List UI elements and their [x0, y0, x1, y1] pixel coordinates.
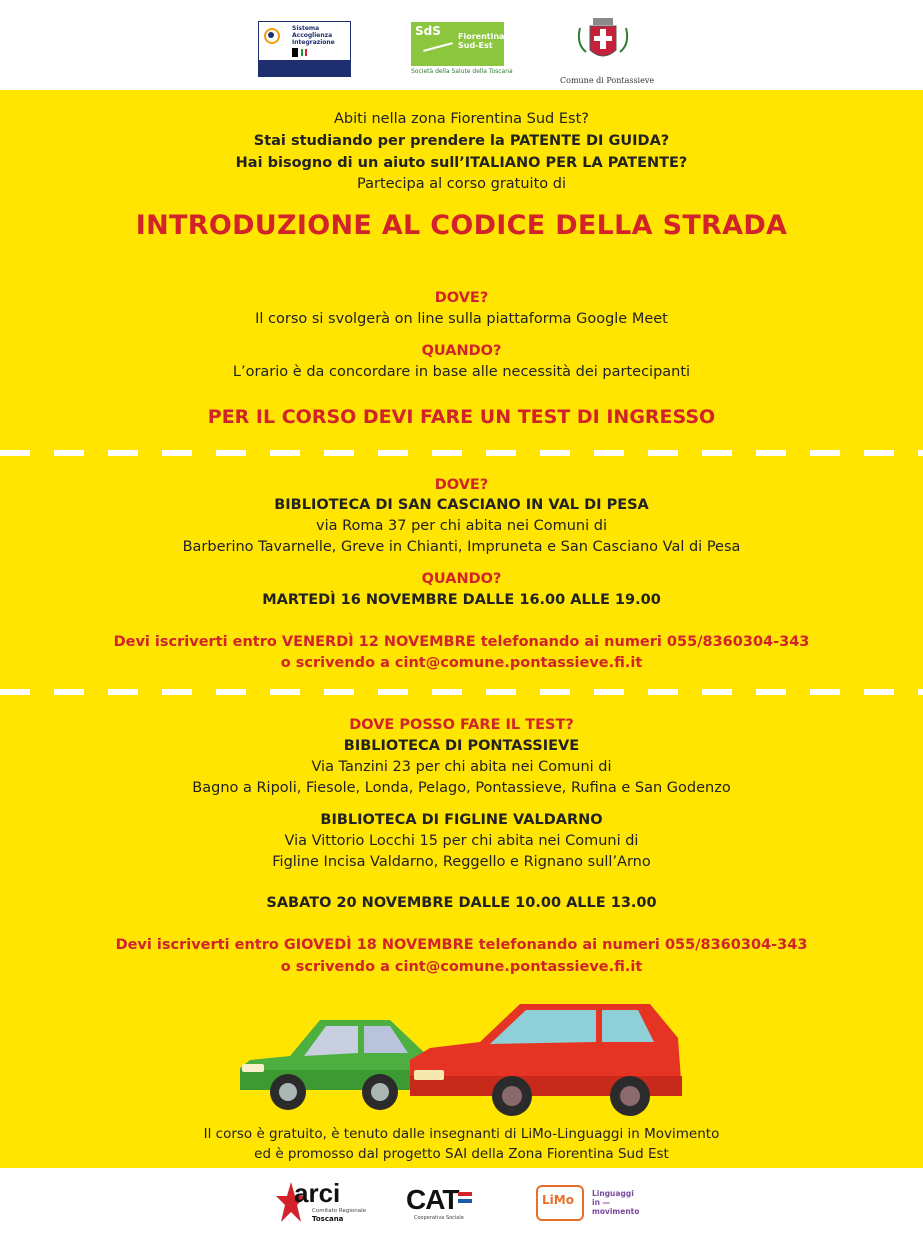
- test2-address-1: Via Tanzini 23 per chi abita nei Comuni di: [311, 759, 612, 775]
- test1-date: MARTEDÌ 16 NOVEMBRE DALLE 16.00 ALLE 19.00: [262, 592, 661, 608]
- intro-line-3: Hai bisogno di un aiuto sull’ITALIANO PER LA PATENTE?: [235, 155, 688, 171]
- test2-signup-line-2: o scrivendo a cint@comune.pontassieve.fi.it: [280, 959, 643, 975]
- test2-place-2: BIBLIOTECA DI FIGLINE VALDARNO: [320, 812, 603, 828]
- cars-illustration: [230, 998, 692, 1116]
- test1-dove-label: DOVE?: [434, 477, 489, 493]
- test2-signup-line-1: Devi iscriverti entro GIOVEDÌ 18 NOVEMBRE telefonando ai numeri 055/8360304-343: [115, 937, 808, 953]
- course-quando-label: QUANDO?: [421, 343, 502, 359]
- sds-logo: SdS Fiorentina Sud-Est Società della Salute della Toscana: [411, 24, 513, 75]
- test1-quando-label: QUANDO?: [421, 571, 502, 587]
- intro-line-1: Abiti nella zona Fiorentina Sud Est?: [334, 111, 589, 127]
- arci-logo: arci Comitato Regionale Toscana: [276, 1178, 362, 1228]
- comune-pontassieve-logo: Comune di Pontassieve: [560, 14, 646, 88]
- footer-note-line-2: ed è promosso dal progetto SAI della Zona Fiorentina Sud Est: [254, 1146, 669, 1162]
- green-car: [240, 1020, 435, 1110]
- course-dove-text: Il corso si svolgerà on line sulla piattaforma Google Meet: [255, 311, 668, 327]
- cat-logo: CAT Cooperativa Sociale: [406, 1184, 486, 1224]
- red-car: [410, 1004, 682, 1116]
- test2-place-1: BIBLIOTECA DI PONTASSIEVE: [343, 738, 580, 754]
- test1-address: via Roma 37 per chi abita nei Comuni di: [316, 518, 607, 534]
- intro-line-2: Stai studiando per prendere la PATENTE DI GUIDA?: [253, 133, 670, 149]
- test2-date: SABATO 20 NOVEMBRE DALLE 10.00 ALLE 13.00: [266, 895, 657, 911]
- test1-signup-line-1: Devi iscriverti entro VENERDÌ 12 NOVEMBRE telefonando ai numeri 055/8360304-343: [113, 634, 810, 650]
- road-divider: [0, 689, 923, 695]
- page-title: INTRODUZIONE AL CODICE DELLA STRADA: [135, 210, 788, 241]
- test2-comuni-2: Figline Incisa Valdarno, Reggello e Rignano sull’Arno: [272, 854, 651, 870]
- footer-note-line-1: Il corso è gratuito, è tenuto dalle insegnanti di LiMo-Linguaggi in Movimento: [203, 1126, 720, 1142]
- test1-signup-line-2: o scrivendo a cint@comune.pontassieve.fi.it: [280, 655, 643, 671]
- test1-place: BIBLIOTECA DI SAN CASCIANO IN VAL DI PESA: [274, 497, 649, 513]
- test-heading: PER IL CORSO DEVI FARE UN TEST DI INGRESSO: [207, 406, 716, 428]
- road-divider: [0, 450, 923, 456]
- test2-address-2: Via Vittorio Locchi 15 per chi abita nei Comuni di: [284, 833, 639, 849]
- intro-line-4: Partecipa al corso gratuito di: [357, 176, 566, 192]
- test2-dove-label: DOVE POSSO FARE IL TEST?: [349, 717, 574, 733]
- test2-comuni-1: Bagno a Ripoli, Fiesole, Londa, Pelago, Pontassieve, Rufina e San Godenzo: [192, 780, 731, 796]
- limo-logo: LiMo Linguaggi in — movimento: [536, 1183, 646, 1225]
- test1-comuni: Barberino Tavarnelle, Greve in Chianti, Impruneta e San Casciano Val di Pesa: [182, 539, 741, 555]
- sai-logo: Sistema Accoglienza Integrazione: [258, 21, 351, 77]
- coat-of-arms-icon: [560, 14, 646, 76]
- course-dove-label: DOVE?: [434, 290, 489, 306]
- course-quando-text: L’orario è da concordare in base alle necessità dei partecipanti: [232, 364, 691, 380]
